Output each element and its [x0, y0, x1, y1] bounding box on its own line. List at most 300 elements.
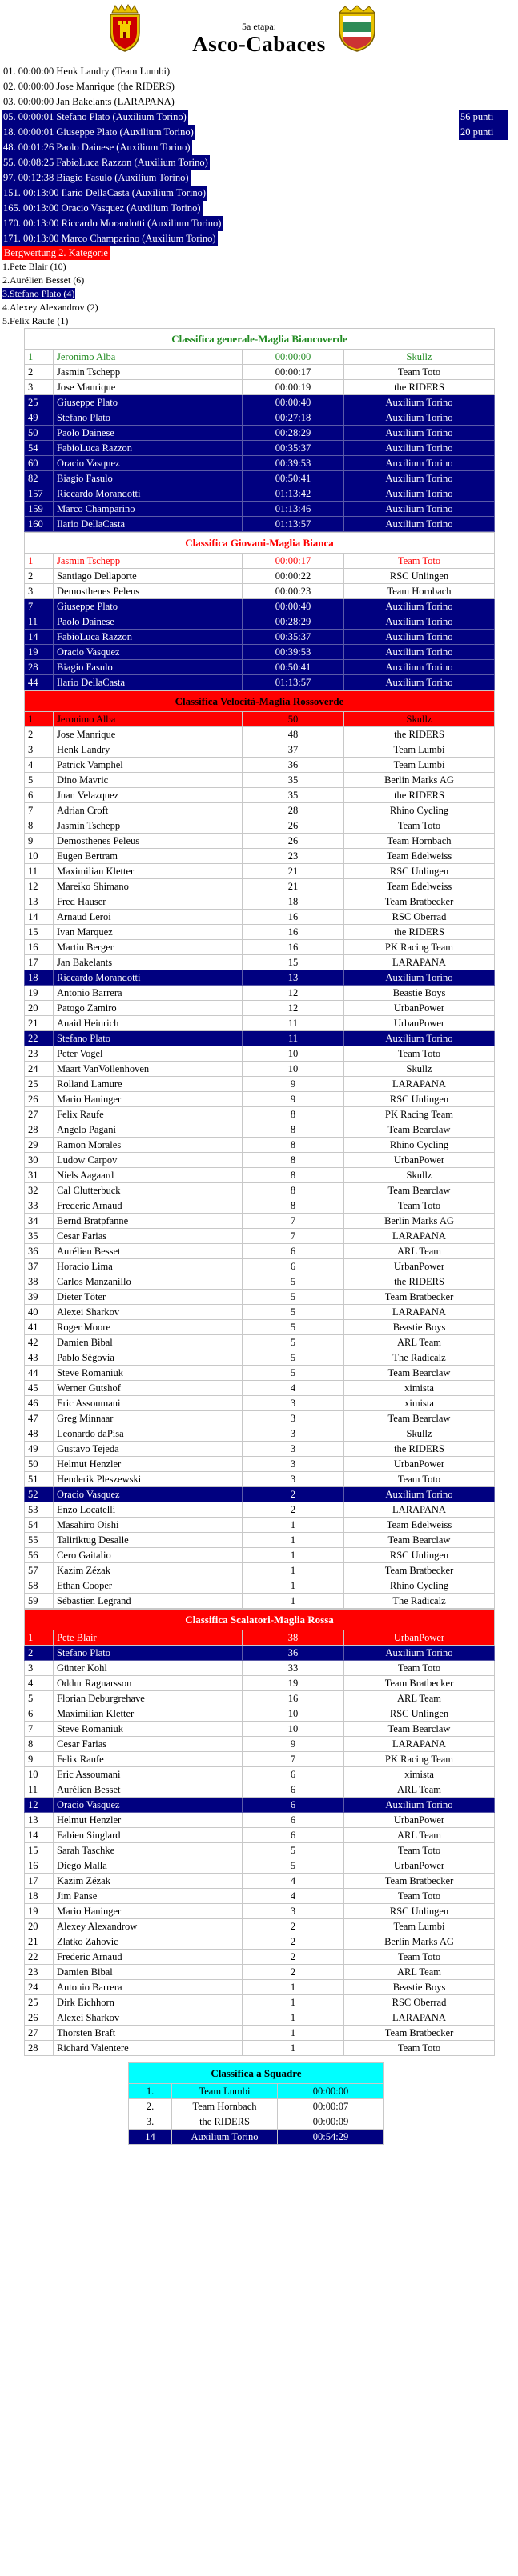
- team-cell: PK Racing Team: [344, 940, 495, 955]
- arrival-text: 170. 00:13:00 Riccardo Morandotti (Auxilium Torino): [2, 216, 223, 231]
- rank-cell: 48: [25, 1426, 54, 1442]
- rank-cell: 3: [25, 380, 54, 395]
- table-row: [25, 554, 495, 569]
- table-row: [25, 1031, 495, 1046]
- arrival-row: [0, 64, 518, 79]
- value-cell: 5: [243, 1274, 344, 1290]
- table-row: [25, 1995, 495, 2010]
- rider-name-cell: Aurélien Besset: [54, 1782, 243, 1798]
- rider-name-cell: Taliriktug Desalle: [54, 1533, 243, 1548]
- table-title-row: [25, 329, 495, 350]
- value-cell: 6: [243, 1798, 344, 1813]
- rank-cell: 54: [25, 1518, 54, 1533]
- table-row: [25, 864, 495, 879]
- arrival-row: [0, 170, 518, 186]
- table-row: [25, 1533, 495, 1548]
- table-row: [25, 1122, 495, 1138]
- table-row: [25, 1752, 495, 1767]
- table-row: [25, 1919, 495, 1934]
- team-cell: Auxilium Torino: [344, 614, 495, 630]
- time-cell: 00:00:00: [278, 2084, 384, 2099]
- town-crest-cabaces-icon: [335, 3, 379, 53]
- team-cell: the RIDERS: [172, 2114, 278, 2130]
- team-cell: Team Bratbecker: [344, 894, 495, 910]
- rank-cell: 26: [25, 1092, 54, 1107]
- rider-name-cell: Jasmin Tschepp: [54, 818, 243, 834]
- table-row: [25, 486, 495, 502]
- rank-cell: 41: [25, 1320, 54, 1335]
- value-cell: 00:39:53: [243, 645, 344, 660]
- team-cell: Beastie Boys: [344, 1980, 495, 1995]
- rank-cell: 8: [25, 818, 54, 834]
- rank-cell: 2: [25, 365, 54, 380]
- rider-name-cell: Dino Mavric: [54, 773, 243, 788]
- team-cell: RSC Unlingen: [344, 569, 495, 584]
- rider-name-cell: Ilario DellaCasta: [54, 517, 243, 532]
- rank-cell: 27: [25, 2026, 54, 2041]
- value-cell: 16: [243, 910, 344, 925]
- table-row: [25, 910, 495, 925]
- rider-name-cell: Roger Moore: [54, 1320, 243, 1335]
- table-row: [25, 1335, 495, 1350]
- rider-name-cell: Mareiko Shimano: [54, 879, 243, 894]
- team-cell: Auxilium Torino: [344, 675, 495, 690]
- rider-name-cell: Jasmin Tschepp: [54, 365, 243, 380]
- team-cell: Team Toto: [344, 1889, 495, 1904]
- value-cell: 1: [243, 1995, 344, 2010]
- rank-cell: 3: [25, 1661, 54, 1676]
- rank-cell: 24: [25, 1062, 54, 1077]
- value-cell: 6: [243, 1244, 344, 1259]
- rank-cell: 6: [25, 788, 54, 803]
- value-cell: 00:27:18: [243, 410, 344, 426]
- table-row: [25, 441, 495, 456]
- arrival-row: [0, 186, 518, 201]
- value-cell: 37: [243, 742, 344, 758]
- rider-name-cell: Felix Raufe: [54, 1752, 243, 1767]
- team-cell: the RIDERS: [344, 727, 495, 742]
- value-cell: 8: [243, 1138, 344, 1153]
- rank-cell: 50: [25, 1457, 54, 1472]
- team-cell: UrbanPower: [344, 1630, 495, 1646]
- arrival-text: 165. 00:13:00 Oracio Vasquez (Auxilium Torino): [2, 201, 203, 216]
- value-cell: 9: [243, 1077, 344, 1092]
- value-cell: 00:28:29: [243, 614, 344, 630]
- rider-name-cell: Oracio Vasquez: [54, 1487, 243, 1502]
- value-cell: 28: [243, 803, 344, 818]
- rank-cell: 28: [25, 660, 54, 675]
- team-cell: Team Bearclaw: [344, 1722, 495, 1737]
- value-cell: 35: [243, 773, 344, 788]
- value-cell: 00:00:22: [243, 569, 344, 584]
- table-row: [25, 1889, 495, 1904]
- rider-name-cell: Demosthenes Peleus: [54, 834, 243, 849]
- rider-name-cell: Damien Bibal: [54, 1965, 243, 1980]
- rider-name-cell: Frederic Arnaud: [54, 1198, 243, 1214]
- rank-cell: 15: [25, 1843, 54, 1858]
- table-row: [25, 894, 495, 910]
- value-cell: 16: [243, 1691, 344, 1706]
- rank-cell: 10: [25, 1767, 54, 1782]
- arrival-text: 48. 00:01:26 Paolo Dainese (Auxilium Torino): [2, 140, 192, 155]
- table-row: [25, 1305, 495, 1320]
- rank-cell: 13: [25, 894, 54, 910]
- rank-cell: 49: [25, 410, 54, 426]
- team-cell: the RIDERS: [344, 1274, 495, 1290]
- rank-cell: 20: [25, 1001, 54, 1016]
- team-cell: RSC Unlingen: [344, 1092, 495, 1107]
- table-row: [25, 584, 495, 599]
- rider-name-cell: Jeronimo Alba: [54, 350, 243, 365]
- team-cell: Team Hornbach: [172, 2099, 278, 2114]
- value-cell: 1: [243, 1533, 344, 1548]
- rank-cell: 2: [25, 1646, 54, 1661]
- rank-cell: 20: [25, 1919, 54, 1934]
- rank-cell: 19: [25, 645, 54, 660]
- rank-cell: 11: [25, 1782, 54, 1798]
- team-cell: Team Edelweiss: [344, 849, 495, 864]
- team-cell: UrbanPower: [344, 1016, 495, 1031]
- classification-tables: [0, 328, 518, 2056]
- team-cell: ximista: [344, 1381, 495, 1396]
- table-row: [25, 395, 495, 410]
- value-cell: 19: [243, 1676, 344, 1691]
- value-cell: 5: [243, 1335, 344, 1350]
- value-cell: 00:00:17: [243, 365, 344, 380]
- arrival-row: [0, 125, 518, 140]
- value-cell: 01:13:46: [243, 502, 344, 517]
- rider-name-cell: Demosthenes Peleus: [54, 584, 243, 599]
- team-cell: Auxilium Torino: [344, 1646, 495, 1661]
- team-cell: LARAPANA: [344, 1229, 495, 1244]
- classification-table: [24, 532, 495, 690]
- rank-cell: 2: [25, 727, 54, 742]
- team-cell: Skullz: [344, 1426, 495, 1442]
- rider-name-cell: Horacio Lima: [54, 1259, 243, 1274]
- team-cell: UrbanPower: [344, 1813, 495, 1828]
- table-row: [25, 1828, 495, 1843]
- value-cell: 3: [243, 1472, 344, 1487]
- table-row: [25, 1457, 495, 1472]
- table-row: [25, 1411, 495, 1426]
- value-cell: 5: [243, 1320, 344, 1335]
- rank-cell: 3: [25, 584, 54, 599]
- rank-cell: 57: [25, 1563, 54, 1578]
- table-row: [25, 1259, 495, 1274]
- rank-cell: 4: [25, 758, 54, 773]
- value-cell: 5: [243, 1858, 344, 1874]
- rider-name-cell: Kazim Zézak: [54, 1563, 243, 1578]
- rank-cell: 44: [25, 1366, 54, 1381]
- team-cell: Team Bratbecker: [344, 1563, 495, 1578]
- table-row: [25, 365, 495, 380]
- rank-cell: 14: [25, 1828, 54, 1843]
- rank-cell: 34: [25, 1214, 54, 1229]
- team-cell: the RIDERS: [344, 1442, 495, 1457]
- table-row: [25, 1950, 495, 1965]
- value-cell: 2: [243, 1487, 344, 1502]
- table-row: [25, 1518, 495, 1533]
- rider-name-cell: Angelo Pagani: [54, 1122, 243, 1138]
- rider-name-cell: Kazim Zézak: [54, 1874, 243, 1889]
- rank-cell: 16: [25, 940, 54, 955]
- team-cell: LARAPANA: [344, 1737, 495, 1752]
- value-cell: 00:00:19: [243, 380, 344, 395]
- table-row: [25, 1320, 495, 1335]
- mountain-category-row: [0, 260, 518, 274]
- value-cell: 1: [243, 1980, 344, 1995]
- team-cell: Team Hornbach: [344, 834, 495, 849]
- value-cell: 5: [243, 1350, 344, 1366]
- rank-cell: 26: [25, 2010, 54, 2026]
- table-row: [25, 925, 495, 940]
- rider-name-cell: Biagio Fasulo: [54, 471, 243, 486]
- rank-cell: 50: [25, 426, 54, 441]
- table-row: [25, 1016, 495, 1031]
- rank-cell: 11: [25, 864, 54, 879]
- table-row: [25, 1046, 495, 1062]
- table-row: [25, 803, 495, 818]
- table-row: [25, 675, 495, 690]
- rank-cell: 2.: [129, 2099, 172, 2114]
- team-cell: Team Toto: [344, 2041, 495, 2056]
- team-cell: Team Toto: [344, 365, 495, 380]
- team-cell: Skullz: [344, 712, 495, 727]
- rank-cell: 19: [25, 986, 54, 1001]
- table-title: Classifica Velocità-Maglia Rossoverde: [25, 691, 495, 712]
- rank-cell: 43: [25, 1350, 54, 1366]
- rider-name-cell: Leonardo daPisa: [54, 1426, 243, 1442]
- rank-cell: 21: [25, 1934, 54, 1950]
- arrival-text: 01. 00:00:00 Henk Landry (Team Lumbi): [3, 66, 171, 77]
- mountain-category-text: 5.Felix Raufe (1): [2, 315, 69, 326]
- rank-cell: 31: [25, 1168, 54, 1183]
- team-cell: Beastie Boys: [344, 986, 495, 1001]
- stage-header: [0, 0, 518, 62]
- value-cell: 10: [243, 1706, 344, 1722]
- team-cell: Team Toto: [344, 1046, 495, 1062]
- value-cell: 10: [243, 1062, 344, 1077]
- team-cell: Team Lumbi: [344, 758, 495, 773]
- value-cell: 4: [243, 1874, 344, 1889]
- rider-name-cell: Werner Gutshof: [54, 1381, 243, 1396]
- rank-cell: 29: [25, 1138, 54, 1153]
- team-cell: Team Bratbecker: [344, 1676, 495, 1691]
- arrival-text: 18. 00:00:01 Giuseppe Plato (Auxilium Torino): [2, 125, 195, 140]
- table-row: [25, 758, 495, 773]
- value-cell: 4: [243, 1381, 344, 1396]
- value-cell: 4: [243, 1889, 344, 1904]
- rank-cell: 6: [25, 1706, 54, 1722]
- table-row: [25, 2026, 495, 2041]
- value-cell: 36: [243, 1646, 344, 1661]
- value-cell: 5: [243, 1366, 344, 1381]
- value-cell: 26: [243, 818, 344, 834]
- rider-name-cell: Eugen Bertram: [54, 849, 243, 864]
- time-cell: 00:00:07: [278, 2099, 384, 2114]
- team-cell: Auxilium Torino: [344, 486, 495, 502]
- rider-name-cell: Mario Haninger: [54, 1092, 243, 1107]
- table-row: [25, 2041, 495, 2056]
- table-row: [25, 1858, 495, 1874]
- rank-cell: 12: [25, 879, 54, 894]
- table-row: [25, 1706, 495, 1722]
- team-cell: Berlin Marks AG: [344, 773, 495, 788]
- team-cell: RSC Oberrad: [344, 1995, 495, 2010]
- value-cell: 3: [243, 1457, 344, 1472]
- rider-name-cell: Giuseppe Plato: [54, 395, 243, 410]
- rank-cell: 52: [25, 1487, 54, 1502]
- value-cell: 2: [243, 1502, 344, 1518]
- rider-name-cell: Fabien Singlard: [54, 1828, 243, 1843]
- rank-cell: 3.: [129, 2114, 172, 2130]
- value-cell: 00:35:37: [243, 630, 344, 645]
- value-cell: 3: [243, 1442, 344, 1457]
- rider-name-cell: Dirk Eichhorn: [54, 1995, 243, 2010]
- arrival-text: 151. 00:13:00 Ilario DellaCasta (Auxilium Torino): [2, 186, 207, 201]
- rider-name-cell: Greg Minnaar: [54, 1411, 243, 1426]
- rank-cell: 14: [129, 2130, 172, 2145]
- rank-cell: 32: [25, 1183, 54, 1198]
- team-cell: Team Toto: [344, 1843, 495, 1858]
- table-row: [25, 2010, 495, 2026]
- value-cell: 3: [243, 1426, 344, 1442]
- value-cell: 35: [243, 788, 344, 803]
- table-row: [25, 645, 495, 660]
- rank-cell: 3: [25, 742, 54, 758]
- value-cell: 1: [243, 1563, 344, 1578]
- mountain-category-text: 4.Alexey Alexandrov (2): [2, 302, 98, 313]
- team-cell: Team Hornbach: [344, 584, 495, 599]
- rider-name-cell: Oracio Vasquez: [54, 1798, 243, 1813]
- table-row: [25, 1381, 495, 1396]
- stage-label: 5a etapa:: [242, 21, 276, 32]
- value-cell: 10: [243, 1722, 344, 1737]
- rank-cell: 59: [25, 1594, 54, 1609]
- value-cell: 1: [243, 1518, 344, 1533]
- value-cell: 11: [243, 1016, 344, 1031]
- value-cell: 38: [243, 1630, 344, 1646]
- rank-cell: 58: [25, 1578, 54, 1594]
- team-cell: LARAPANA: [344, 1502, 495, 1518]
- table-row: [25, 1290, 495, 1305]
- value-cell: 1: [243, 2010, 344, 2026]
- value-cell: 00:00:17: [243, 554, 344, 569]
- arrival-points: 56 punti: [459, 110, 508, 125]
- team-cell: Auxilium Torino: [344, 441, 495, 456]
- team-cell: ARL Team: [344, 1244, 495, 1259]
- rank-cell: 15: [25, 925, 54, 940]
- value-cell: 00:39:53: [243, 456, 344, 471]
- team-cell: Auxilium Torino: [344, 410, 495, 426]
- value-cell: 00:00:40: [243, 395, 344, 410]
- rider-name-cell: Zlatko Zahovic: [54, 1934, 243, 1950]
- table-row: [25, 1244, 495, 1259]
- table-row: [25, 1062, 495, 1077]
- table-row: [25, 712, 495, 727]
- table-row: [25, 1472, 495, 1487]
- rank-cell: 14: [25, 910, 54, 925]
- table-row: [25, 1676, 495, 1691]
- team-cell: the RIDERS: [344, 925, 495, 940]
- table-row: [25, 1578, 495, 1594]
- table-row: [25, 614, 495, 630]
- rider-name-cell: Ramon Morales: [54, 1138, 243, 1153]
- rank-cell: 12: [25, 1798, 54, 1813]
- rider-name-cell: FabioLuca Razzon: [54, 630, 243, 645]
- table-row: [25, 834, 495, 849]
- table-row: [25, 1092, 495, 1107]
- value-cell: 1: [243, 1548, 344, 1563]
- rider-name-cell: Eric Assoumani: [54, 1767, 243, 1782]
- value-cell: 00:00:23: [243, 584, 344, 599]
- table-row: [25, 1442, 495, 1457]
- rider-name-cell: Patrick Vamphel: [54, 758, 243, 773]
- rank-cell: 46: [25, 1396, 54, 1411]
- table-row: [25, 1813, 495, 1828]
- value-cell: 3: [243, 1411, 344, 1426]
- team-cell: the RIDERS: [344, 788, 495, 803]
- team-cell: Auxilium Torino: [344, 645, 495, 660]
- value-cell: 9: [243, 1092, 344, 1107]
- team-cell: Auxilium Torino: [344, 660, 495, 675]
- team-cell: Auxilium Torino: [344, 426, 495, 441]
- table-title: Classifica Giovani-Maglia Bianca: [25, 533, 495, 554]
- value-cell: 01:13:57: [243, 517, 344, 532]
- mountain-category-text: 1.Pete Blair (10): [2, 261, 66, 272]
- table-row: [25, 1001, 495, 1016]
- stage-title: Asco-Cabaces: [192, 32, 326, 56]
- table-row: [25, 1077, 495, 1092]
- rider-name-cell: Pablo Sègovia: [54, 1350, 243, 1366]
- value-cell: 33: [243, 1661, 344, 1676]
- value-cell: 2: [243, 1965, 344, 1980]
- value-cell: 8: [243, 1107, 344, 1122]
- team-cell: LARAPANA: [344, 955, 495, 970]
- value-cell: 21: [243, 864, 344, 879]
- table-row: [25, 599, 495, 614]
- table-row: [25, 1737, 495, 1752]
- value-cell: 12: [243, 986, 344, 1001]
- value-cell: 16: [243, 940, 344, 955]
- team-cell: The Radicalz: [344, 1594, 495, 1609]
- value-cell: 8: [243, 1153, 344, 1168]
- value-cell: 21: [243, 879, 344, 894]
- rider-name-cell: Aurélien Besset: [54, 1244, 243, 1259]
- rank-cell: 51: [25, 1472, 54, 1487]
- value-cell: 26: [243, 834, 344, 849]
- rank-cell: 60: [25, 456, 54, 471]
- table-row: [25, 1722, 495, 1737]
- rank-cell: 45: [25, 1381, 54, 1396]
- rider-name-cell: Cal Clutterbuck: [54, 1183, 243, 1198]
- rank-cell: 1: [25, 712, 54, 727]
- rank-cell: 28: [25, 2041, 54, 2056]
- value-cell: 50: [243, 712, 344, 727]
- table-title: Classifica generale-Maglia Biancoverde: [25, 329, 495, 350]
- value-cell: 8: [243, 1168, 344, 1183]
- time-cell: 00:54:29: [278, 2130, 384, 2145]
- rider-name-cell: Marco Champarino: [54, 502, 243, 517]
- rider-name-cell: Florian Deburgrehave: [54, 1691, 243, 1706]
- table-row: [25, 630, 495, 645]
- rider-name-cell: Patogo Zamiro: [54, 1001, 243, 1016]
- rank-cell: 5: [25, 1691, 54, 1706]
- rider-name-cell: Jasmin Tschepp: [54, 554, 243, 569]
- rider-name-cell: Masahiro Oishi: [54, 1518, 243, 1533]
- team-cell: PK Racing Team: [344, 1107, 495, 1122]
- rider-name-cell: Bernd Bratpfanne: [54, 1214, 243, 1229]
